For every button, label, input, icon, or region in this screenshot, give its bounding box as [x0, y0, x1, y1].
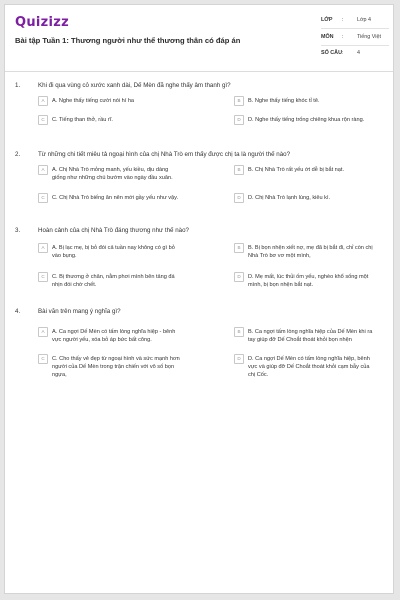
- option-text-line: A. Bị lạc mẹ, bị bỏ đói cả tuần nay không có gì bỏ: [52, 245, 175, 251]
- option-letter-box[interactable]: A: [38, 327, 48, 337]
- meta-subject-value: Tiếng Việt: [357, 34, 381, 40]
- option-letter-box[interactable]: D: [234, 272, 244, 282]
- meta-subject-label: MÔN: [321, 34, 334, 40]
- worksheet-title: Bài tập Tuần 1: Thương người như thể thương thân có đáp án: [15, 36, 241, 45]
- meta-count-value: 4: [357, 50, 360, 56]
- question-number: 4.: [15, 308, 21, 315]
- option-letter-box[interactable]: A: [38, 243, 48, 253]
- option-text-line: Nhà Trò bơ vơ một mình,: [248, 253, 311, 259]
- question-text: Bài văn trên mang ý nghĩa gì?: [38, 308, 121, 315]
- option-text-line: ngựa,: [52, 372, 67, 378]
- option-text: [52, 166, 173, 182]
- option-text: [52, 244, 175, 260]
- option-text: [52, 194, 178, 202]
- question-number: 1.: [15, 82, 21, 89]
- meta-count-label: SỐ CÂU: [321, 50, 342, 56]
- option-text-line: tay giúp đỡ Dế Choắt thoát khỏi bọn nhện: [248, 337, 352, 343]
- option-text-line: vực người yếu, xóa bỏ áp bức bất công.: [52, 337, 152, 343]
- question-text: Từ những chi tiết miêu tả ngoại hình của chị Nhà Trò em thấy được chị ta là người thế nào?: [38, 151, 291, 158]
- option-text: [248, 355, 370, 379]
- option-letter-box[interactable]: B: [234, 165, 244, 175]
- worksheet-page: [4, 4, 394, 594]
- option-letter-box[interactable]: A: [38, 165, 48, 175]
- option-text-line: A. Nghe thấy tiếng cười nói hí ha: [52, 98, 135, 104]
- option-letter-box[interactable]: A: [38, 96, 48, 106]
- option-text: [248, 166, 344, 174]
- option-text-line: A. Chị Nhà Trò mỏng manh, yếu kiều, dịu dàng: [52, 167, 169, 173]
- option-text: [248, 116, 364, 124]
- meta-colon: :: [342, 50, 344, 56]
- question-number: 2.: [15, 151, 21, 158]
- option-text: [248, 194, 330, 202]
- meta-divider: [321, 45, 389, 46]
- question-text: Khi đi qua vùng cỏ xước xanh dài, Dế Mèn đã nghe thấy âm thanh gì?: [38, 82, 231, 89]
- option-text-line: B. Bị bọn nhện xiết nợ, mẹ đã bị bắt đi, chỉ còn chị: [248, 245, 373, 251]
- question-text: Hoàn cảnh của chị Nhà Trò đáng thương như thế nào?: [38, 227, 189, 234]
- option-text-line: C. Chị Nhà Trò biếng ăn nên mới gầy yếu như vậy.: [52, 195, 179, 201]
- meta-class-label: LỚP: [321, 17, 333, 23]
- option-text-line: giống như những chú bướm vào ngày đầu xuân.: [52, 175, 173, 181]
- option-text-line: C. Cho thấy vẻ đẹp từ ngoại hình và sức mạnh hơn: [52, 356, 180, 362]
- option-text-line: B. Nghe thấy tiếng khóc tỉ tê.: [248, 98, 320, 104]
- meta-colon: :: [342, 34, 344, 40]
- option-text-line: chị Cốc.: [248, 372, 269, 378]
- option-text-line: C. Tiếng than thở, rầu rĩ.: [52, 117, 113, 123]
- option-letter-box[interactable]: C: [38, 193, 48, 203]
- option-text-line: B. Chị Nhà Trò rất yếu ớt dễ bị bắt nạt.: [248, 167, 345, 173]
- option-text: [52, 328, 175, 344]
- option-text-line: D. Mẹ mất, lúc thủi ốm yếu, nghèo khổ sống một: [248, 274, 369, 280]
- question-number: 3.: [15, 227, 21, 234]
- option-text: [52, 116, 113, 124]
- meta-divider: [321, 28, 389, 29]
- worksheet-header: [5, 5, 393, 72]
- option-letter-box[interactable]: C: [38, 272, 48, 282]
- option-letter-box[interactable]: B: [234, 96, 244, 106]
- option-letter-box[interactable]: B: [234, 243, 244, 253]
- option-text: [248, 328, 372, 344]
- option-text-line: vào bụng.: [52, 253, 77, 259]
- option-text-line: nhịn đói chờ chết.: [52, 282, 97, 288]
- option-letter-box[interactable]: D: [234, 193, 244, 203]
- option-text: [52, 273, 175, 289]
- option-letter-box[interactable]: C: [38, 115, 48, 125]
- quizizz-logo: Quizizz: [15, 15, 70, 30]
- option-text: [248, 244, 373, 260]
- option-text: [248, 273, 368, 289]
- option-text-line: B. Ca ngợi tấm lòng nghĩa hiệp của Dế Mèn khi ra: [248, 329, 373, 335]
- option-letter-box[interactable]: B: [234, 327, 244, 337]
- option-text: [52, 97, 134, 105]
- option-letter-box[interactable]: D: [234, 115, 244, 125]
- option-text-line: vực và giúp đỡ Dế Choắt thoát khỏi cạm bẫy của: [248, 364, 370, 370]
- option-text-line: mình, bị bọn nhện bắt nạt.: [248, 282, 313, 288]
- option-text-line: D. Ca ngợi Dế Mèn có tấm lòng nghĩa hiệp, bênh: [248, 356, 370, 362]
- option-text-line: C. Bị thương ở chân, nằm phơi mình bên tảng đá: [52, 274, 175, 280]
- option-text: [52, 355, 180, 379]
- option-text-line: D. Nghe thấy tiếng trống chiêng khua rộn ràng.: [248, 117, 365, 123]
- option-text: [248, 97, 320, 105]
- option-text-line: D. Chị Nhà Trò lạnh lùng, kiêu kì.: [248, 195, 331, 201]
- option-letter-box[interactable]: C: [38, 354, 48, 364]
- option-text-line: người của Dế Mèn trong trận chiến với vô số bọn: [52, 364, 175, 370]
- option-text-line: A. Ca ngợi Dế Mèn có tấm lòng nghĩa hiệp - bênh: [52, 329, 176, 335]
- meta-class-value: Lớp 4: [357, 17, 372, 23]
- option-letter-box[interactable]: D: [234, 354, 244, 364]
- meta-colon: :: [342, 17, 344, 23]
